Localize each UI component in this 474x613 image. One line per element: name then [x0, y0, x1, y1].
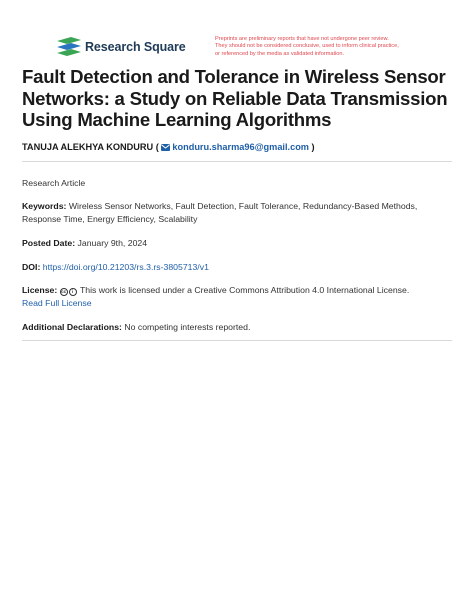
license-section — [22, 284, 452, 310]
cc-icon: cc — [61, 289, 67, 294]
doi-section — [22, 261, 452, 274]
close-paren: ) — [311, 142, 315, 152]
divider — [22, 340, 452, 341]
author-name: TANUJA ALEKHYA KONDURU — [22, 142, 154, 152]
divider — [22, 161, 452, 162]
declarations-label: Additional Declarations: — [22, 322, 122, 332]
article-type — [22, 177, 452, 190]
posted-date-label: Posted Date: — [22, 238, 76, 248]
logo-icon — [57, 37, 81, 57]
title-line: Fault Detection and Tolerance in Wireless Sensor — [22, 66, 446, 87]
disclaimer-line: or referenced by the media as validated information. — [215, 50, 345, 57]
declarations-value: No competing interests reported. — [124, 322, 251, 332]
logo-text: Research Square — [85, 40, 186, 54]
envelope-icon — [161, 144, 170, 151]
posted-date — [22, 237, 452, 250]
doi-link[interactable]: https://doi.org/10.21203/rs.3.rs-3805713/v1 — [42, 262, 209, 272]
doi-label: DOI: — [22, 262, 41, 272]
paper-title — [22, 66, 462, 131]
author-email-link[interactable]: konduru.sharma96@gmail.com — [172, 142, 309, 152]
by-icon: i — [69, 288, 77, 296]
title-line: Using Machine Learning Algorithms — [22, 109, 332, 130]
title-line: Networks: a Study on Reliable Data Transmission — [22, 87, 448, 109]
preprint-disclaimer — [215, 36, 445, 58]
author-line — [22, 142, 315, 152]
disclaimer-line: Preprints are preliminary reports that have not undergone peer review. — [215, 36, 389, 42]
keywords-label: Keywords: — [22, 201, 67, 211]
posted-date-value: January 9th, 2024 — [77, 238, 148, 248]
license-label: License: — [22, 285, 58, 295]
research-square-logo[interactable] — [57, 37, 186, 57]
license-text: This work is licensed under a Creative Commons Attribution 4.0 International License. — [79, 285, 410, 295]
open-paren: ( — [155, 142, 159, 152]
read-full-license-link[interactable]: Read Full License — [22, 298, 92, 308]
keywords-value: Wireless Sensor Networks, Fault Detection, Fault Tolerance, Redundancy-Based Methods, Response Time, Energy Efficiency, Scalability — [22, 201, 418, 224]
header — [0, 0, 474, 64]
declarations-section — [22, 321, 452, 334]
disclaimer-line: They should not be considered conclusive, used to inform clinical practice, — [215, 43, 399, 50]
article-type-label: Research Article — [22, 178, 86, 188]
keywords-section — [22, 200, 452, 226]
